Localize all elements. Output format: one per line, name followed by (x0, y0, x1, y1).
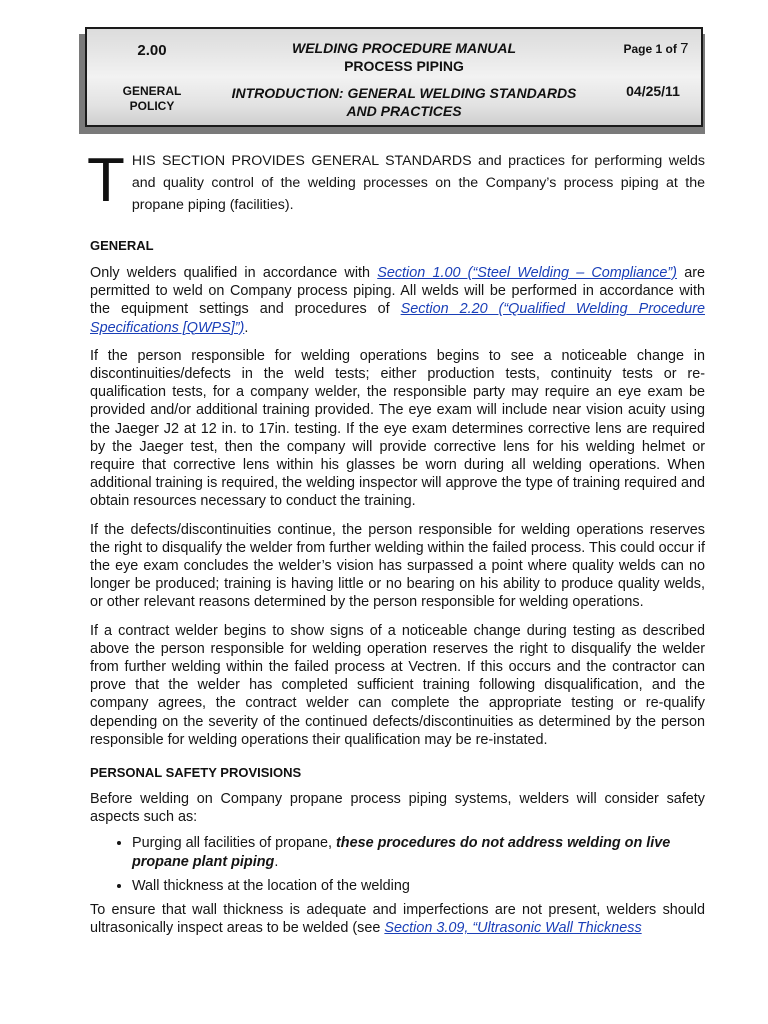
bullet1-emphasis: these procedures do not address welding on live propane plant piping (132, 835, 671, 870)
general-p1-text-c: . (244, 319, 249, 336)
link-section-3-09[interactable]: Section 3.09, “Ultrasonic Wall Thickness (384, 920, 642, 937)
document-header (85, 27, 703, 127)
safety-heading: PERSONAL SAFETY PROVISIONS (90, 765, 302, 781)
section-number: 2.00 (137, 42, 167, 59)
manual-subtitle: PROCESS PIPING (344, 58, 464, 74)
policy-label (107, 84, 197, 114)
general-paragraph-1 (90, 264, 705, 337)
safety-p2-text: To ensure that wall thickness is adequate and imperfections are not present, welders should ultrasonically inspect areas to be welded (see (90, 902, 705, 937)
page-total: 7 (680, 40, 689, 57)
intro-text: HIS SECTION PROVIDES GENERAL STANDARDS and practices for performing welds and quality control of the welding processes on the Company’s process piping at the propane piping (facilities). (131, 153, 705, 213)
policy-line-2: POLICY (129, 99, 175, 113)
section-title (205, 84, 603, 120)
link-section-1-00[interactable]: Section 1.00 (“Steel Welding – Compliance”) (377, 265, 677, 281)
safety-list (90, 834, 705, 895)
document-body (87, 146, 705, 938)
section-title-line-1: INTRODUCTION: GENERAL WELDING STANDARDS (231, 85, 577, 101)
general-p1-text-b: are permitted to weld on Company process piping. All welds will be performed in accordance with the equipment settings and procedures of (90, 265, 705, 318)
bullet1-end: . (274, 853, 279, 870)
manual-title: WELDING PROCEDURE MANUAL (292, 40, 516, 56)
safety-bullet-purging (132, 834, 705, 870)
section-title-line-2: AND PRACTICES (346, 103, 462, 119)
safety-paragraph-1: Before welding on Company propane process piping systems, welders will consider safety aspects such as: (90, 791, 705, 826)
bullet1-text: Purging all facilities of propane, (132, 835, 336, 852)
drop-cap: T (87, 146, 125, 215)
page-indicator (611, 40, 701, 57)
general-paragraph-4: If a contract welder begins to show signs of a noticeable change during testing as described above the person responsible for welding operation reserves the right to disqualify the welder from further welding within the failed process at Vectren. If this occurs and the contractor can prove that the welder has completed sufficient training following disqualification, and the company agrees, the contract welder can complete the appropriate testing or re-qualify depending on the severity of the continued defects/discontinuities as determined by the person responsible for welding operations their qualification may be re-instated. (90, 622, 705, 748)
general-paragraph-3: If the defects/discontinuities continue, the person responsible for welding operations reserves the right to disqualify the welder from further welding within the failed process. This could occur if the eye exam concludes the welder’s vision has surpassed a point where quality welds can no longer be produced; training is having little or no bearing on his ability to produce quality welds, or other relevant reasons determined by the person responsible for welding operations. (90, 521, 705, 611)
revision-date: 04/25/11 (626, 83, 680, 99)
safety-paragraph-2 (90, 901, 705, 937)
general-heading: GENERAL (90, 238, 154, 253)
general-paragraph-2: If the person responsible for welding operations begins to see a noticeable change in discontinuities/defects in the weld tests; either production tests, continuity tests or re-qualification tests, for a company welder, the responsible party may require an eye exam be provided and/or additional training provided. The eye exam will include near vision acuity using the Jaeger J2 at 12 in. to 17in. testing. If the eye exam determines corrective lens are required by the Jaeger test, then the company will provide corrective lens for his welding helmet or require that corrective lens within his glasses be worn during all welding operations. When additional training is required, the welding inspector will approve the type of training required and obtain resources necessary to conduct the training. (90, 347, 705, 510)
link-section-2-20[interactable]: Section 2.20 (“Qualified Welding Procedure Specifications [QWPS]”) (90, 301, 705, 336)
intro-paragraph (87, 146, 705, 216)
safety-bullet-wall-thickness: • Wall thickness at the location of the welding (132, 877, 705, 895)
policy-line-1: GENERAL (122, 84, 182, 98)
general-p1-text-a: Only welders qualified in accordance with (90, 265, 378, 281)
page-label: Page 1 of (623, 42, 677, 56)
